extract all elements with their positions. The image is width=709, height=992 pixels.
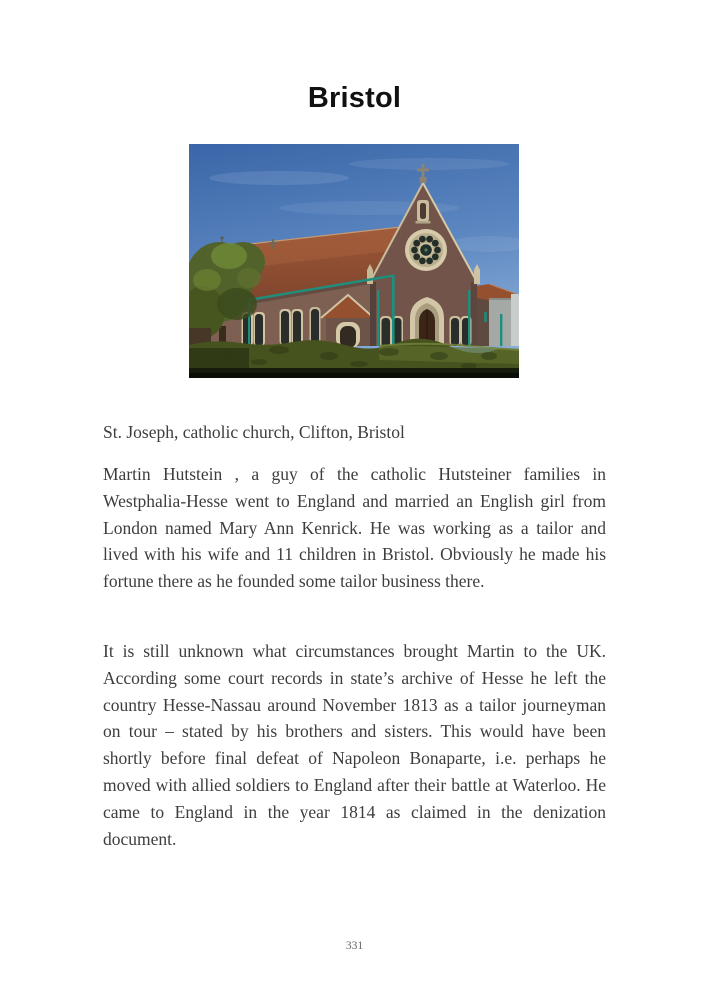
statue-niche: [416, 200, 431, 224]
paragraph-2: It is still unknown what circumstances brought Martin to the UK. According some court records in state’s archive of Hesse he left the country Hesse-Nassau around November 1813 as a tailor journeyman on tour – stated by his brothers and sisters. This would have been shortly before final defeat of Napoleon Bonaparte, i.e. perhaps he moved with allied soldiers to England after their battle at Waterloo. He came to England in the year 1814 as claimed in the denization document.: [103, 641, 606, 849]
rose-window: [405, 229, 447, 271]
church-photo: [189, 144, 519, 378]
right-buildings: [477, 284, 519, 346]
photo-caption: St. Joseph, catholic church, Clifton, Bristol: [103, 422, 405, 442]
church-photo-art: [189, 144, 519, 378]
page-title: Bristol: [307, 82, 402, 114]
paragraph-1: Martin Hutstein , a guy of the catholic Hutsteiner families in Westphalia-Hesse went to England and married an English girl from London named Mary Ann Kenrick. He was working as a tailor and lived with his wife and 11 children in Bristol. Obviously he made his fortune there as he founded some tailor business there.: [103, 464, 606, 592]
entrance-door: [410, 297, 444, 346]
page-number: 331: [345, 940, 364, 952]
